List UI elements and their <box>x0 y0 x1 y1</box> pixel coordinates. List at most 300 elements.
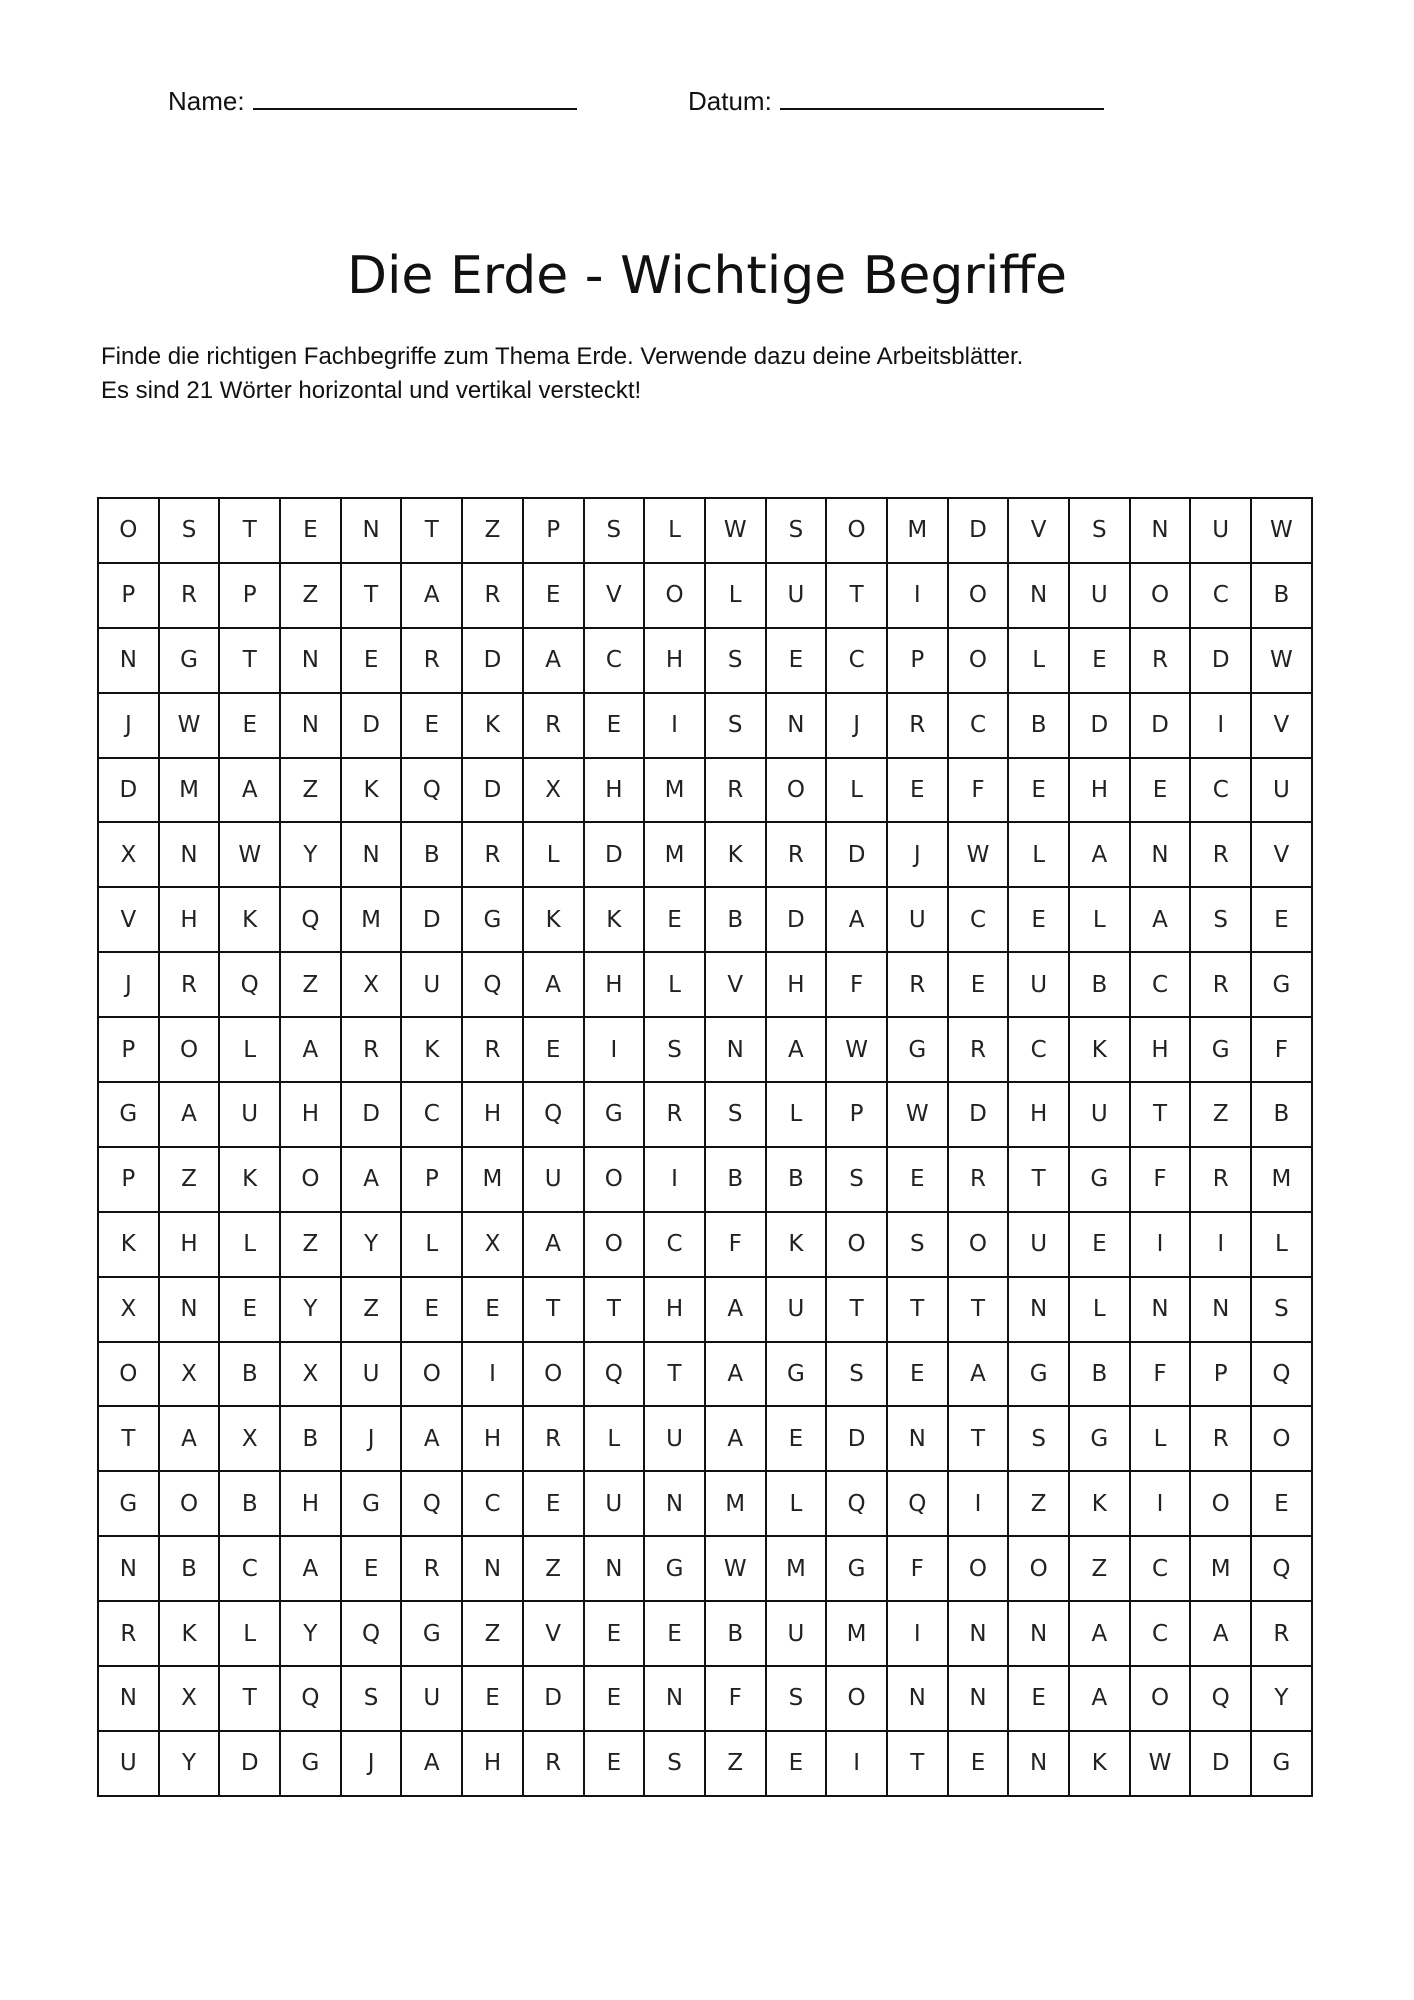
grid-cell[interactable]: D <box>948 1082 1009 1147</box>
grid-cell[interactable]: R <box>523 693 584 758</box>
grid-cell[interactable]: A <box>948 1342 1009 1407</box>
grid-cell[interactable]: G <box>462 887 523 952</box>
grid-cell[interactable]: R <box>644 1082 705 1147</box>
grid-cell[interactable]: I <box>1190 693 1251 758</box>
grid-cell[interactable]: E <box>523 563 584 628</box>
grid-cell[interactable]: O <box>280 1147 341 1212</box>
grid-cell[interactable]: S <box>705 628 766 693</box>
grid-cell[interactable]: J <box>887 822 948 887</box>
grid-cell[interactable]: A <box>1130 887 1191 952</box>
grid-cell[interactable]: R <box>401 628 462 693</box>
grid-cell[interactable]: V <box>584 563 645 628</box>
grid-cell[interactable]: R <box>159 563 220 628</box>
grid-cell[interactable]: U <box>1190 498 1251 563</box>
grid-cell[interactable]: O <box>1130 1666 1191 1731</box>
grid-cell[interactable]: E <box>1008 1666 1069 1731</box>
grid-cell[interactable]: P <box>887 628 948 693</box>
grid-cell[interactable]: W <box>887 1082 948 1147</box>
grid-cell[interactable]: Y <box>280 822 341 887</box>
grid-cell[interactable]: D <box>1069 693 1130 758</box>
grid-cell[interactable]: Z <box>280 563 341 628</box>
grid-cell[interactable]: W <box>826 1017 887 1082</box>
grid-cell[interactable]: E <box>523 1471 584 1536</box>
grid-cell[interactable]: Q <box>280 1666 341 1731</box>
grid-cell[interactable]: O <box>159 1471 220 1536</box>
grid-cell[interactable]: H <box>584 952 645 1017</box>
grid-cell[interactable]: D <box>826 822 887 887</box>
grid-cell[interactable]: L <box>1251 1212 1312 1277</box>
grid-cell[interactable]: T <box>98 1406 159 1471</box>
grid-cell[interactable]: E <box>280 498 341 563</box>
grid-cell[interactable]: I <box>1190 1212 1251 1277</box>
grid-cell[interactable]: N <box>948 1666 1009 1731</box>
grid-cell[interactable]: T <box>826 563 887 628</box>
grid-cell[interactable]: O <box>159 1017 220 1082</box>
grid-cell[interactable]: S <box>159 498 220 563</box>
grid-cell[interactable]: N <box>1008 1731 1069 1796</box>
grid-cell[interactable]: Z <box>280 1212 341 1277</box>
grid-cell[interactable]: A <box>219 758 280 823</box>
grid-cell[interactable]: O <box>584 1212 645 1277</box>
grid-cell[interactable]: D <box>1130 693 1191 758</box>
grid-cell[interactable]: N <box>887 1666 948 1731</box>
grid-cell[interactable]: R <box>1130 628 1191 693</box>
grid-cell[interactable]: E <box>341 1536 402 1601</box>
grid-cell[interactable]: X <box>219 1406 280 1471</box>
grid-cell[interactable]: O <box>948 563 1009 628</box>
grid-cell[interactable]: E <box>948 952 1009 1017</box>
grid-cell[interactable]: M <box>644 822 705 887</box>
grid-cell[interactable]: E <box>523 1017 584 1082</box>
grid-cell[interactable]: H <box>159 887 220 952</box>
grid-cell[interactable]: Y <box>280 1601 341 1666</box>
grid-cell[interactable]: F <box>1251 1017 1312 1082</box>
grid-cell[interactable]: Z <box>523 1536 584 1601</box>
grid-cell[interactable]: O <box>1008 1536 1069 1601</box>
grid-cell[interactable]: I <box>1130 1212 1191 1277</box>
grid-cell[interactable]: A <box>705 1406 766 1471</box>
grid-cell[interactable]: R <box>98 1601 159 1666</box>
grid-cell[interactable]: P <box>98 1017 159 1082</box>
grid-cell[interactable]: S <box>584 498 645 563</box>
grid-cell[interactable]: A <box>280 1536 341 1601</box>
grid-cell[interactable]: C <box>462 1471 523 1536</box>
grid-cell[interactable]: Q <box>584 1342 645 1407</box>
grid-cell[interactable]: E <box>766 1731 827 1796</box>
grid-cell[interactable]: K <box>219 1147 280 1212</box>
grid-cell[interactable]: C <box>1130 952 1191 1017</box>
grid-cell[interactable]: J <box>826 693 887 758</box>
grid-cell[interactable]: R <box>766 822 827 887</box>
grid-cell[interactable]: G <box>98 1082 159 1147</box>
grid-cell[interactable]: U <box>98 1731 159 1796</box>
grid-cell[interactable]: F <box>948 758 1009 823</box>
grid-cell[interactable]: N <box>705 1017 766 1082</box>
grid-cell[interactable]: S <box>644 1731 705 1796</box>
grid-cell[interactable]: H <box>584 758 645 823</box>
grid-cell[interactable]: T <box>644 1342 705 1407</box>
grid-cell[interactable]: B <box>705 1147 766 1212</box>
grid-cell[interactable]: N <box>98 1666 159 1731</box>
grid-cell[interactable]: U <box>584 1471 645 1536</box>
grid-cell[interactable]: U <box>766 1601 827 1666</box>
grid-cell[interactable]: N <box>1130 498 1191 563</box>
grid-cell[interactable]: N <box>98 628 159 693</box>
grid-cell[interactable]: A <box>159 1406 220 1471</box>
grid-cell[interactable]: W <box>1130 1731 1191 1796</box>
grid-cell[interactable]: Q <box>1251 1536 1312 1601</box>
grid-cell[interactable]: E <box>462 1277 523 1342</box>
grid-cell[interactable]: U <box>1008 1212 1069 1277</box>
grid-cell[interactable]: E <box>1251 1471 1312 1536</box>
grid-cell[interactable]: O <box>826 1212 887 1277</box>
grid-cell[interactable]: E <box>1069 628 1130 693</box>
grid-cell[interactable]: O <box>826 498 887 563</box>
grid-cell[interactable]: E <box>887 758 948 823</box>
grid-cell[interactable]: D <box>341 1082 402 1147</box>
grid-cell[interactable]: K <box>159 1601 220 1666</box>
grid-cell[interactable]: G <box>766 1342 827 1407</box>
grid-cell[interactable]: O <box>948 1536 1009 1601</box>
grid-cell[interactable]: U <box>341 1342 402 1407</box>
grid-cell[interactable]: N <box>1190 1277 1251 1342</box>
grid-cell[interactable]: N <box>584 1536 645 1601</box>
grid-cell[interactable]: L <box>644 952 705 1017</box>
grid-cell[interactable]: B <box>401 822 462 887</box>
grid-cell[interactable]: O <box>948 1212 1009 1277</box>
date-blank-line[interactable] <box>780 84 1104 110</box>
grid-cell[interactable]: L <box>705 563 766 628</box>
grid-cell[interactable]: O <box>401 1342 462 1407</box>
grid-cell[interactable]: W <box>1251 628 1312 693</box>
grid-cell[interactable]: S <box>1069 498 1130 563</box>
grid-cell[interactable]: Q <box>462 952 523 1017</box>
grid-cell[interactable]: L <box>1069 1277 1130 1342</box>
grid-cell[interactable]: D <box>462 758 523 823</box>
grid-cell[interactable]: P <box>98 563 159 628</box>
grid-cell[interactable]: Q <box>826 1471 887 1536</box>
grid-cell[interactable]: B <box>705 1601 766 1666</box>
grid-cell[interactable]: D <box>219 1731 280 1796</box>
grid-cell[interactable]: A <box>280 1017 341 1082</box>
grid-cell[interactable]: T <box>219 1666 280 1731</box>
grid-cell[interactable]: Z <box>1008 1471 1069 1536</box>
grid-cell[interactable]: A <box>766 1017 827 1082</box>
grid-cell[interactable]: A <box>1069 1666 1130 1731</box>
grid-cell[interactable]: B <box>280 1406 341 1471</box>
grid-cell[interactable]: S <box>1190 887 1251 952</box>
grid-cell[interactable]: M <box>1190 1536 1251 1601</box>
grid-cell[interactable]: Q <box>887 1471 948 1536</box>
grid-cell[interactable]: L <box>219 1212 280 1277</box>
grid-cell[interactable]: U <box>1069 1082 1130 1147</box>
grid-cell[interactable]: D <box>826 1406 887 1471</box>
grid-cell[interactable]: M <box>887 498 948 563</box>
grid-cell[interactable]: G <box>644 1536 705 1601</box>
grid-cell[interactable]: X <box>462 1212 523 1277</box>
grid-cell[interactable]: Y <box>280 1277 341 1342</box>
grid-cell[interactable]: K <box>219 887 280 952</box>
grid-cell[interactable]: K <box>341 758 402 823</box>
grid-cell[interactable]: V <box>1251 693 1312 758</box>
grid-cell[interactable]: T <box>948 1277 1009 1342</box>
grid-cell[interactable]: H <box>1008 1082 1069 1147</box>
grid-cell[interactable]: T <box>887 1277 948 1342</box>
grid-cell[interactable]: I <box>462 1342 523 1407</box>
grid-cell[interactable]: E <box>341 628 402 693</box>
grid-cell[interactable]: R <box>1251 1601 1312 1666</box>
grid-cell[interactable]: T <box>1130 1082 1191 1147</box>
grid-cell[interactable]: E <box>401 1277 462 1342</box>
grid-cell[interactable]: K <box>705 822 766 887</box>
grid-cell[interactable]: Z <box>159 1147 220 1212</box>
grid-cell[interactable]: B <box>219 1471 280 1536</box>
grid-cell[interactable]: C <box>219 1536 280 1601</box>
grid-cell[interactable]: F <box>705 1666 766 1731</box>
grid-cell[interactable]: M <box>341 887 402 952</box>
grid-cell[interactable]: R <box>948 1147 1009 1212</box>
grid-cell[interactable]: I <box>584 1017 645 1082</box>
grid-cell[interactable]: B <box>1251 1082 1312 1147</box>
grid-cell[interactable]: R <box>462 563 523 628</box>
grid-cell[interactable]: L <box>1008 628 1069 693</box>
grid-cell[interactable]: Z <box>341 1277 402 1342</box>
grid-cell[interactable]: G <box>1008 1342 1069 1407</box>
grid-cell[interactable]: C <box>1190 563 1251 628</box>
grid-cell[interactable]: A <box>523 628 584 693</box>
grid-cell[interactable]: M <box>766 1536 827 1601</box>
grid-cell[interactable]: G <box>159 628 220 693</box>
grid-cell[interactable]: T <box>887 1731 948 1796</box>
grid-cell[interactable]: H <box>280 1471 341 1536</box>
grid-cell[interactable]: N <box>280 693 341 758</box>
grid-cell[interactable]: E <box>766 628 827 693</box>
grid-cell[interactable]: Y <box>341 1212 402 1277</box>
grid-cell[interactable]: H <box>159 1212 220 1277</box>
grid-cell[interactable]: R <box>462 822 523 887</box>
grid-cell[interactable]: H <box>462 1082 523 1147</box>
grid-cell[interactable]: L <box>1008 822 1069 887</box>
grid-cell[interactable]: E <box>644 887 705 952</box>
grid-cell[interactable]: Z <box>1069 1536 1130 1601</box>
grid-cell[interactable]: O <box>1251 1406 1312 1471</box>
grid-cell[interactable]: N <box>1130 1277 1191 1342</box>
grid-cell[interactable]: Z <box>462 498 523 563</box>
grid-cell[interactable]: S <box>341 1666 402 1731</box>
grid-cell[interactable]: D <box>948 498 1009 563</box>
grid-cell[interactable]: H <box>280 1082 341 1147</box>
grid-cell[interactable]: E <box>219 693 280 758</box>
grid-cell[interactable]: E <box>1008 887 1069 952</box>
grid-cell[interactable]: R <box>401 1536 462 1601</box>
grid-cell[interactable]: U <box>401 952 462 1017</box>
grid-cell[interactable]: L <box>644 498 705 563</box>
grid-cell[interactable]: A <box>705 1277 766 1342</box>
grid-cell[interactable]: N <box>766 693 827 758</box>
grid-cell[interactable]: A <box>523 952 584 1017</box>
grid-cell[interactable]: D <box>1190 1731 1251 1796</box>
grid-cell[interactable]: V <box>523 1601 584 1666</box>
grid-cell[interactable]: B <box>159 1536 220 1601</box>
grid-cell[interactable]: M <box>826 1601 887 1666</box>
grid-cell[interactable]: O <box>98 1342 159 1407</box>
grid-cell[interactable]: F <box>1130 1147 1191 1212</box>
grid-cell[interactable]: T <box>219 498 280 563</box>
grid-cell[interactable]: J <box>98 952 159 1017</box>
grid-cell[interactable]: A <box>705 1342 766 1407</box>
grid-cell[interactable]: U <box>766 563 827 628</box>
grid-cell[interactable]: N <box>159 1277 220 1342</box>
grid-cell[interactable]: C <box>948 693 1009 758</box>
grid-cell[interactable]: R <box>1190 822 1251 887</box>
grid-cell[interactable]: C <box>1008 1017 1069 1082</box>
grid-cell[interactable]: P <box>401 1147 462 1212</box>
grid-cell[interactable]: U <box>401 1666 462 1731</box>
grid-cell[interactable]: V <box>98 887 159 952</box>
grid-cell[interactable]: I <box>887 563 948 628</box>
grid-cell[interactable]: F <box>826 952 887 1017</box>
grid-cell[interactable]: H <box>462 1406 523 1471</box>
grid-cell[interactable]: I <box>1130 1471 1191 1536</box>
grid-cell[interactable]: K <box>1069 1471 1130 1536</box>
grid-cell[interactable]: C <box>1190 758 1251 823</box>
grid-cell[interactable]: B <box>1069 1342 1130 1407</box>
grid-cell[interactable]: H <box>462 1731 523 1796</box>
grid-cell[interactable]: N <box>1130 822 1191 887</box>
grid-cell[interactable]: R <box>1190 952 1251 1017</box>
grid-cell[interactable]: D <box>1190 628 1251 693</box>
grid-cell[interactable]: H <box>644 628 705 693</box>
grid-cell[interactable]: E <box>584 1731 645 1796</box>
grid-cell[interactable]: L <box>1130 1406 1191 1471</box>
grid-cell[interactable]: E <box>644 1601 705 1666</box>
grid-cell[interactable]: G <box>341 1471 402 1536</box>
grid-cell[interactable]: T <box>219 628 280 693</box>
grid-cell[interactable]: L <box>1069 887 1130 952</box>
grid-cell[interactable]: A <box>1190 1601 1251 1666</box>
grid-cell[interactable]: N <box>280 628 341 693</box>
grid-cell[interactable]: A <box>523 1212 584 1277</box>
grid-cell[interactable]: I <box>644 693 705 758</box>
grid-cell[interactable]: U <box>1251 758 1312 823</box>
grid-cell[interactable]: A <box>401 563 462 628</box>
grid-cell[interactable]: O <box>644 563 705 628</box>
grid-cell[interactable]: B <box>766 1147 827 1212</box>
grid-cell[interactable]: E <box>584 1601 645 1666</box>
grid-cell[interactable]: U <box>1069 563 1130 628</box>
grid-cell[interactable]: G <box>98 1471 159 1536</box>
grid-cell[interactable]: M <box>159 758 220 823</box>
grid-cell[interactable]: N <box>644 1471 705 1536</box>
grid-cell[interactable]: Q <box>1190 1666 1251 1731</box>
grid-cell[interactable]: D <box>523 1666 584 1731</box>
grid-cell[interactable]: R <box>705 758 766 823</box>
grid-cell[interactable]: H <box>1130 1017 1191 1082</box>
grid-cell[interactable]: M <box>705 1471 766 1536</box>
grid-cell[interactable]: F <box>705 1212 766 1277</box>
grid-cell[interactable]: N <box>341 822 402 887</box>
grid-cell[interactable]: Y <box>1251 1666 1312 1731</box>
grid-cell[interactable]: E <box>462 1666 523 1731</box>
grid-cell[interactable]: D <box>462 628 523 693</box>
grid-cell[interactable]: S <box>1251 1277 1312 1342</box>
grid-cell[interactable]: S <box>826 1147 887 1212</box>
grid-cell[interactable]: Q <box>341 1601 402 1666</box>
grid-cell[interactable]: T <box>948 1406 1009 1471</box>
grid-cell[interactable]: R <box>887 693 948 758</box>
grid-cell[interactable]: H <box>644 1277 705 1342</box>
grid-cell[interactable]: V <box>705 952 766 1017</box>
grid-cell[interactable]: A <box>1069 1601 1130 1666</box>
grid-cell[interactable]: T <box>523 1277 584 1342</box>
grid-cell[interactable]: G <box>1069 1147 1130 1212</box>
grid-cell[interactable]: W <box>948 822 1009 887</box>
grid-cell[interactable]: U <box>644 1406 705 1471</box>
grid-cell[interactable]: W <box>159 693 220 758</box>
grid-cell[interactable]: U <box>219 1082 280 1147</box>
grid-cell[interactable]: Z <box>1190 1082 1251 1147</box>
grid-cell[interactable]: K <box>462 693 523 758</box>
grid-cell[interactable]: C <box>948 887 1009 952</box>
grid-cell[interactable]: P <box>219 563 280 628</box>
grid-cell[interactable]: N <box>159 822 220 887</box>
grid-cell[interactable]: O <box>98 498 159 563</box>
grid-cell[interactable]: E <box>1069 1212 1130 1277</box>
grid-cell[interactable]: K <box>401 1017 462 1082</box>
grid-cell[interactable]: F <box>887 1536 948 1601</box>
grid-cell[interactable]: O <box>1190 1471 1251 1536</box>
grid-cell[interactable]: J <box>98 693 159 758</box>
grid-cell[interactable]: D <box>401 887 462 952</box>
grid-cell[interactable]: M <box>1251 1147 1312 1212</box>
grid-cell[interactable]: S <box>766 1666 827 1731</box>
grid-cell[interactable]: S <box>644 1017 705 1082</box>
grid-cell[interactable]: S <box>766 498 827 563</box>
grid-cell[interactable]: O <box>584 1147 645 1212</box>
grid-cell[interactable]: L <box>766 1082 827 1147</box>
grid-cell[interactable]: A <box>1069 822 1130 887</box>
grid-cell[interactable]: T <box>401 498 462 563</box>
grid-cell[interactable]: S <box>705 1082 766 1147</box>
grid-cell[interactable]: N <box>1008 1601 1069 1666</box>
grid-cell[interactable]: D <box>766 887 827 952</box>
grid-cell[interactable]: Q <box>401 758 462 823</box>
grid-cell[interactable]: E <box>1008 758 1069 823</box>
grid-cell[interactable]: B <box>705 887 766 952</box>
grid-cell[interactable]: G <box>584 1082 645 1147</box>
grid-cell[interactable]: L <box>584 1406 645 1471</box>
grid-cell[interactable]: X <box>523 758 584 823</box>
grid-cell[interactable]: M <box>644 758 705 823</box>
grid-cell[interactable]: V <box>1008 498 1069 563</box>
grid-cell[interactable]: X <box>159 1342 220 1407</box>
grid-cell[interactable]: E <box>1251 887 1312 952</box>
grid-cell[interactable]: Q <box>523 1082 584 1147</box>
grid-cell[interactable]: N <box>644 1666 705 1731</box>
grid-cell[interactable]: B <box>1008 693 1069 758</box>
grid-cell[interactable]: G <box>1251 1731 1312 1796</box>
grid-cell[interactable]: S <box>887 1212 948 1277</box>
grid-cell[interactable]: E <box>948 1731 1009 1796</box>
grid-cell[interactable]: N <box>462 1536 523 1601</box>
grid-cell[interactable]: L <box>401 1212 462 1277</box>
grid-cell[interactable]: E <box>887 1342 948 1407</box>
grid-cell[interactable]: I <box>644 1147 705 1212</box>
grid-cell[interactable]: A <box>826 887 887 952</box>
grid-cell[interactable]: X <box>280 1342 341 1407</box>
grid-cell[interactable]: G <box>887 1017 948 1082</box>
grid-cell[interactable]: E <box>584 1666 645 1731</box>
